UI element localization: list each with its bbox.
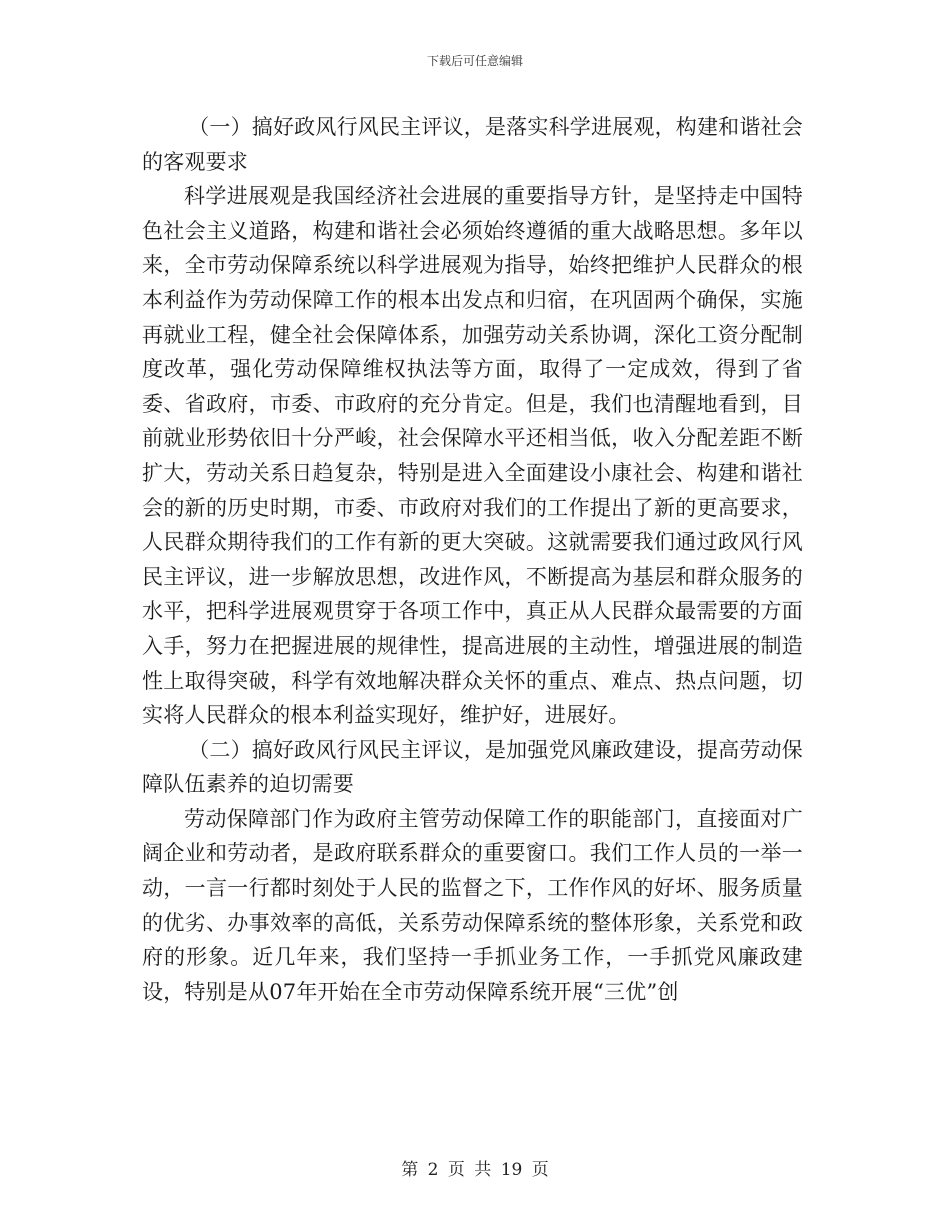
section-heading-1: （一）搞好政风行风民主评议，是落实科学进展观，构建和谐社会的客观要求 — [142, 115, 803, 174]
section-heading-2: （二）搞好政风行风民主评议，是加强党风廉政建设，提高劳动保障队伍素养的迫切需要 — [142, 737, 803, 797]
header-note: 下载后可任意编辑 — [426, 54, 523, 68]
page-number-footer: 第 2 页 共 19 页 — [401, 1160, 549, 1180]
paragraph-1: 科学进展观是我国经济社会进展的重要指导方针，是坚持走中国特色社会主义道路，构建和谐社会必须始终遵循的重大战略思想。多年以来，全市劳动保障系统以科学进展观为指导，始终把维护人民群众的根本利益作为劳动保障工作的根本出发点和归宿，在巩固两个确保，实施再就业工程，健全社会保障体系，加强劳动关系协调，深化工资分配制度改革，强化劳动保障维权执法等方面，取得了一定成效，得到了省委、省政府，市委、市政府的充分肯定。但是，我们也清醒地看到，目前就业形势依旧十分严峻，社会保障水平还相当低，收入分配差距不断扩大，劳动关系日趋复杂，特别是进入全面建设小康社会、构建和谐社会的新的历史时期，市委、市政府对我们的工作提出了新的更高要求，人民群众期待我们的工作有新的更大突破。这就需要我们通过政风行风民主评议，进一步解放思想，改进作风，不断提高为基层和群众服务的水平，把科学进展观贯穿于各项工作中，真正从人民群众最需要的方面入手，努力在把握进展的规律性，提高进展的主动性，增强进展的制造性上取得突破，科学有效地解决群众关怀的重点、难点、热点问题，切实将人民群众的根本利益实现好，维护好，进展好。 — [142, 184, 803, 728]
document-body — [142, 110, 803, 1009]
paragraph-2: 劳动保障部门作为政府主管劳动保障工作的职能部门，直接面对广阔企业和劳动者，是政府联系群众的重要窗口。我们工作人员的一举一动，一言一行都时刻处于人民的监督之下，工作作风的好坏、服务质量的优劣、办事效率的高低，关系劳动保障系统的整体形象，关系党和政府的形象。近几年来，我们坚持一手抓业务工作，一手抓党风廉政建设，特别是从07年开始在全市劳动保障系统开展“三优”创 — [142, 806, 803, 1004]
